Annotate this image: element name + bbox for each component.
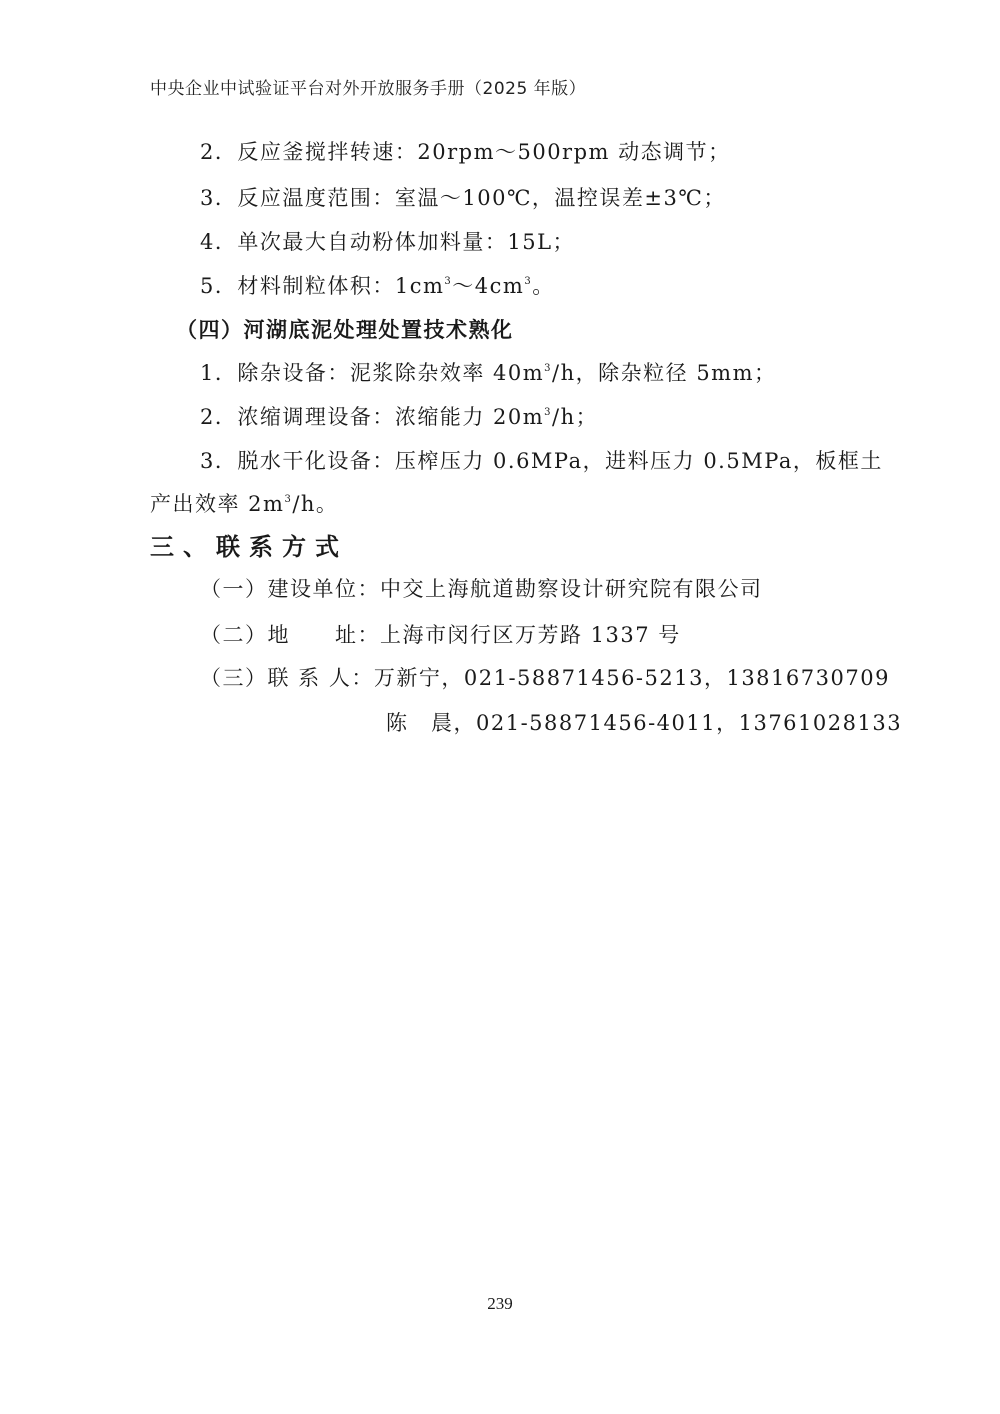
superscript: 3: [284, 494, 293, 505]
spec-line-temperature: 3．反应温度范围：室温～100℃，温控误差±3℃；: [200, 186, 726, 210]
text-segment: ～4cm: [452, 274, 525, 298]
page-header: 中央企业中试验证平台对外开放服务手册（2025 年版）: [150, 79, 587, 99]
contact-person-2: 陈 晨，021-58871456-4011，13761028133: [386, 711, 903, 735]
text-segment: 2．浓缩调理设备：浓缩能力 20m: [200, 405, 545, 429]
contact-unit-label: （一）建设单位：: [200, 577, 380, 601]
superscript: 3: [524, 276, 533, 287]
section-heading-contact: 三、联系方式: [150, 533, 348, 561]
superscript: 3: [544, 363, 553, 374]
contact-person-label: （三）联 系 人：: [200, 666, 374, 690]
text-segment: 5．材料制粒体积：1cm: [200, 274, 445, 298]
text-segment: /h。: [292, 492, 339, 516]
spec-line-stirring-speed: 2．反应釜搅拌转速：20rpm～500rpm 动态调节；: [200, 140, 731, 164]
contact-address: [200, 619, 681, 649]
contact-person: [200, 662, 890, 692]
spec-line-thickening: [200, 401, 598, 431]
superscript: 3: [444, 276, 453, 287]
spec-line-output-efficiency: [150, 488, 338, 518]
page-number: 239: [487, 1294, 513, 1313]
contact-address-label: （二）地 址：: [200, 623, 380, 647]
spec-line-granule-volume: [200, 270, 555, 300]
text-segment: 。: [532, 274, 555, 298]
contact-unit: [200, 573, 763, 603]
text-segment: /h，除杂粒径 5mm；: [552, 361, 777, 385]
contact-person-1: 万新宁，021-58871456-5213，13816730709: [373, 666, 890, 690]
spec-line-dewatering: 3．脱水干化设备：压榨压力 0.6MPa，进料压力 0.5MPa，板框土: [200, 449, 883, 473]
contact-address-value: 上海市闵行区万芳路 1337 号: [380, 623, 681, 647]
text-segment: 产出效率 2m: [150, 492, 285, 516]
text-segment: 1．除杂设备：泥浆除杂效率 40m: [200, 361, 545, 385]
spec-line-impurity-removal: [200, 357, 777, 387]
spec-line-powder-feed: 4．单次最大自动粉体加料量：15L；: [200, 230, 576, 254]
superscript: 3: [544, 407, 553, 418]
section-heading-4: （四）河湖底泥处理处置技术熟化: [176, 318, 514, 342]
text-segment: /h；: [552, 405, 599, 429]
contact-unit-value: 中交上海航道勘察设计研究院有限公司: [380, 577, 763, 601]
